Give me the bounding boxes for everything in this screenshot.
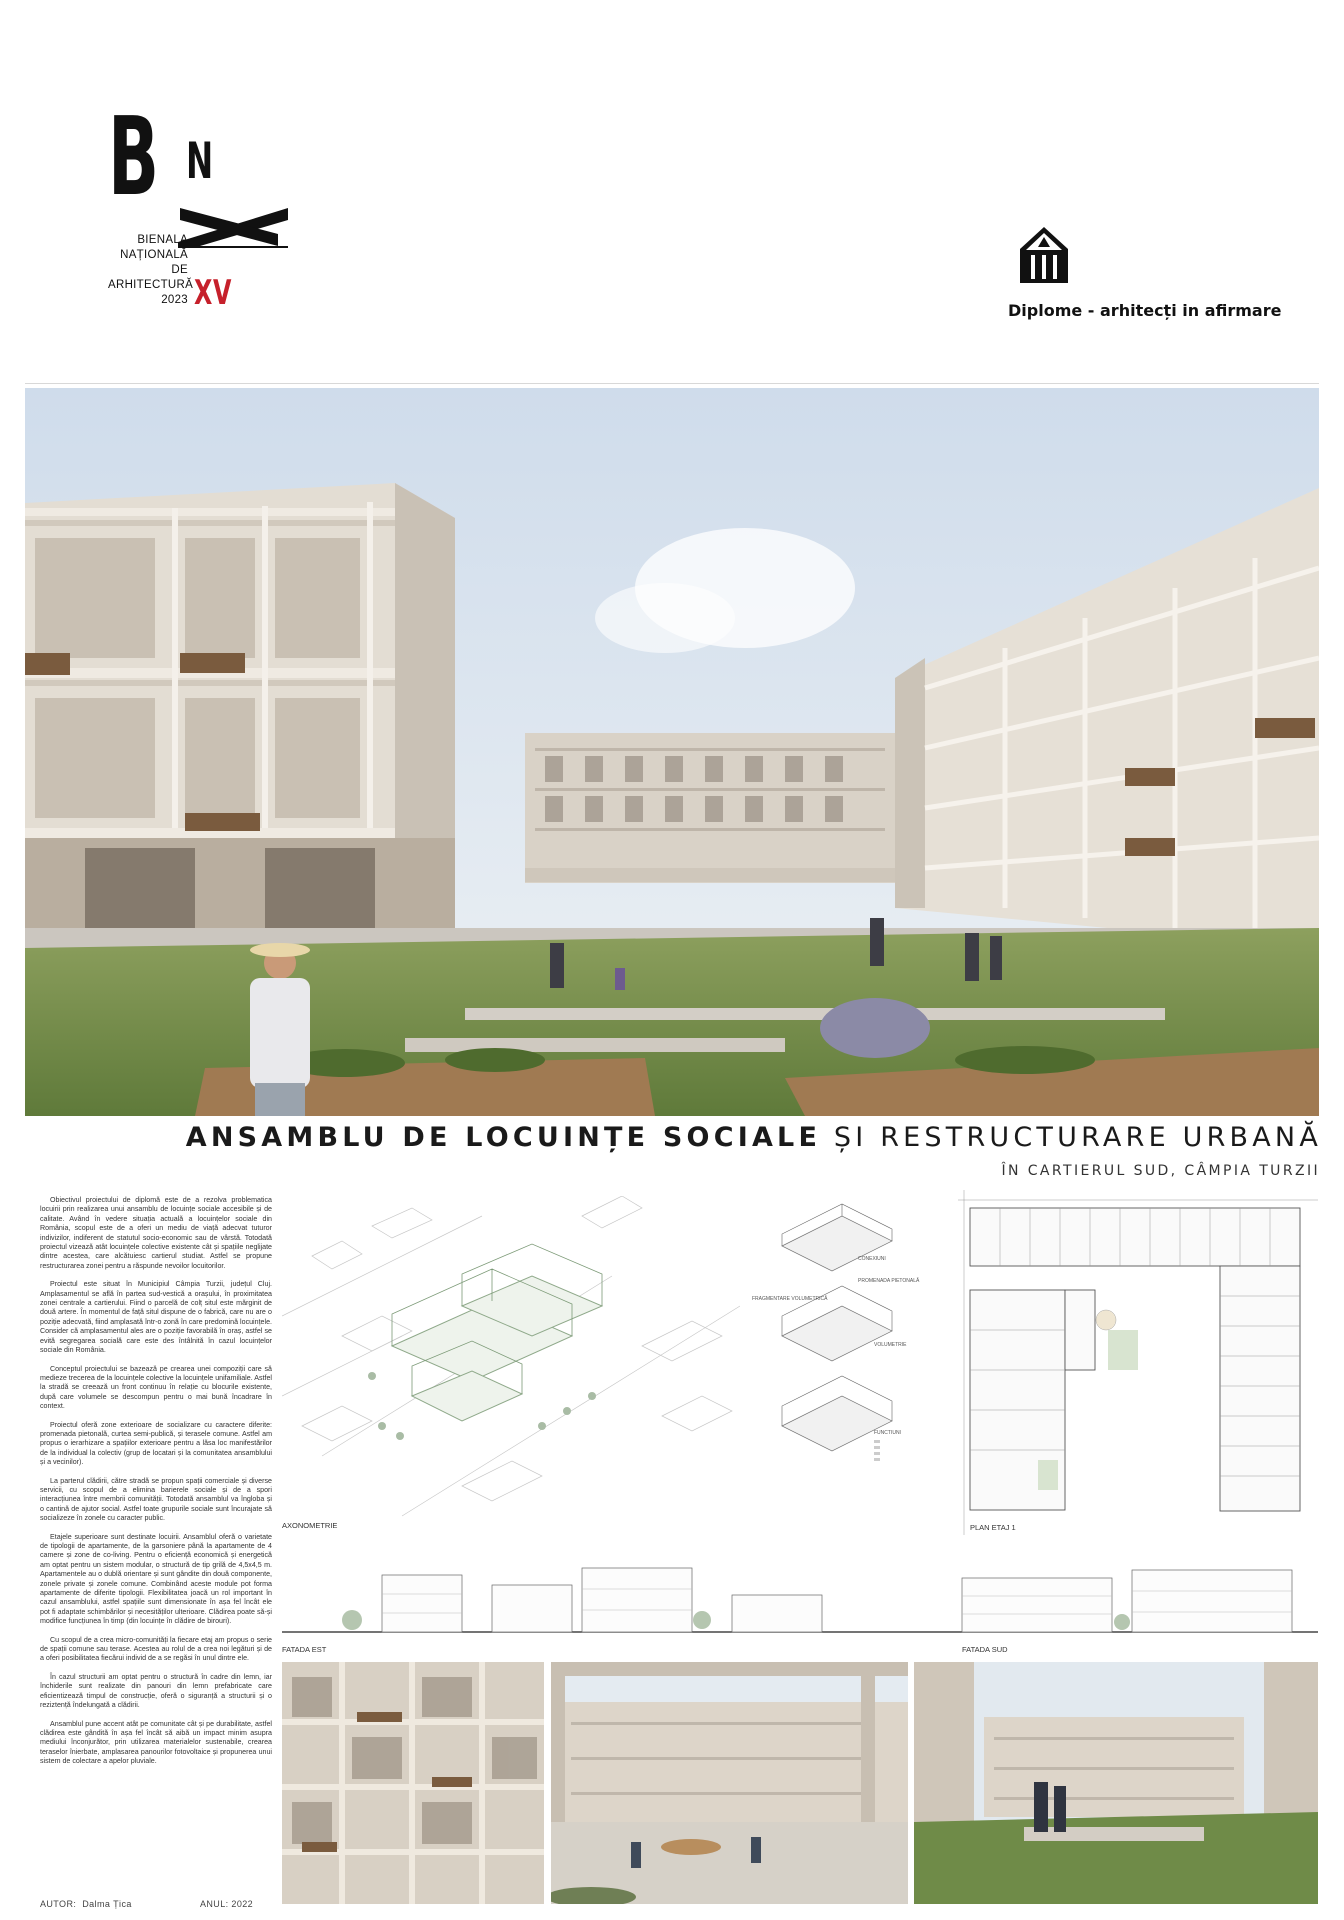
description-paragraph: Conceptul proiectului se bazează pe crearea unei compoziții care să medieze trecerea de la locuințele colective la locuințele unifamiliale. Astfel la stradă se creează un front continuu în relație cu blocurile existente, după care volumele se descompun pentru o mai bună încadrare în context. — [40, 1364, 272, 1411]
elevations-drawing — [282, 1540, 1318, 1658]
terrace-render — [914, 1662, 1318, 1904]
caption-plan: PLAN ETAJ 1 — [970, 1523, 1016, 1532]
description-paragraph: Proiectul este situat în Municipiul Câmpia Turzii, județul Cluj. Amplasamentul se află în partea sud-vestică a orașului, în proximitatea zonei centrale a cartierului. Fiind o parcelă de colț situl este mărginit de două artere. În momentul de față situl dispune de o fabrică, care nu are o poziție adecvată, fiind amplasată într-o zonă în care predomină locuințele. Consider că amplasamentul ales are o poziție favorabilă în oraș, astfel se evită segregarea socială care este des întâlnită în cazul locuințelor sociale din România. — [40, 1280, 272, 1355]
project-title — [22, 1122, 1322, 1153]
description-paragraph: Obiectivul proiectului de diplomă este de a rezolva problematica locuirii prin realizarea unui ansamblu de locuințe sociale accesibile și de calitate. Având în vedere situația actuală a locuințelor sociale din România, scopul este de a oferi un mediu de viață adecvat tuturor indivizilor, indiferent de statutul socio-economic sau de vârstă. Totodată proiectul vizează atât locuințele colective existente cât și spațiile neglijate dintre acestea, care alcătuiesc cartierul studiat. Astfel se propune restructurarea zonei pentru a răspunde nevoilor locuitorilor. — [40, 1196, 272, 1270]
floor-plan-drawing — [958, 1190, 1318, 1535]
logo-letter-a — [178, 168, 288, 248]
label-fragment: FRAGMENTARE VOLUMETRICĂ — [752, 1296, 828, 1302]
axonometry-drawing — [282, 1196, 740, 1531]
logo-line: ARHITECTURĂ — [108, 279, 194, 291]
caption-facade-south: FATADA SUD — [962, 1645, 1008, 1654]
author-credit — [40, 1899, 132, 1909]
header-divider — [25, 383, 1319, 384]
project-subtitle — [1002, 1163, 1321, 1179]
logo-line: DE — [171, 264, 188, 276]
logo-line: NAȚIONALĂ — [120, 249, 188, 261]
year-credit — [200, 1899, 253, 1909]
bna-logo — [108, 95, 298, 348]
description-paragraph: Proiectul oferă zone exterioare de socializare cu caractere diferite: promenada pietonală, curtea semi-publică, și terasele comune. Astfel am propus o ierarhizare a spațiilor exterioare pentru a lăsa loc manifestărilor de la individual la colectiv (grup de locatari și la comunitatea ansamblului și a vecinilor). — [40, 1420, 272, 1467]
title-secondary: ȘI RESTRUCTURARE URBANĂ — [833, 1122, 1322, 1153]
label-volumes: VOLUMETRIE — [874, 1342, 907, 1348]
author-label: AUTOR: — [40, 1899, 77, 1909]
subtitle-city: CÂMPIA TURZII — [1184, 1163, 1320, 1179]
label-connections: CONEXIUNI — [858, 1256, 886, 1262]
caption-facade-east: FATADA EST — [282, 1645, 327, 1654]
title-main: ANSAMBLU DE LOCUINȚE SOCIALE — [185, 1122, 822, 1153]
project-description — [40, 1196, 272, 1896]
poster-header — [0, 0, 1344, 380]
axonometry-image — [282, 1196, 740, 1531]
logo-text — [108, 233, 194, 308]
floor-plan-image — [958, 1190, 1318, 1535]
author-name: Dalma Țica — [82, 1899, 132, 1909]
subtitle-neighborhood: ÎN CARTIERUL SUD, — [1001, 1163, 1178, 1179]
description-paragraph: În cazul structurii am optat pentru o structură în cadre din lemn, iar închiderile sunt realizate din panouri din lemn prefabricate care eficientizează timpul de construcție, oferă o siguranță a structurii și o reziztență îndelungată a clădirii. — [40, 1672, 272, 1710]
logo-edition: XV — [194, 273, 233, 313]
description-paragraph: La parterul clădirii, către stradă se propun spații comerciale și diverse servicii, cu scopul de a elimina barierele sociale și de a spori interacțiunea între membrii comunității. Totodată ansamblul va îngloba și o cantină de ajutor social. Astfel toate grupurile sociale sunt încurajate să socializeze în zonele cu caracter public. — [40, 1476, 272, 1523]
logo-line: BIENALA — [137, 234, 188, 246]
label-pedestrian: PROMENADA PIETONALĂ — [858, 1278, 920, 1284]
concept-diagrams — [752, 1196, 957, 1486]
description-paragraph: Etajele superioare sunt destinate locuirii. Ansamblul oferă o varietate de tipologii de apartamente, de la garsoniere până la apartamente de 4 camere și zone de co-living. Pentru o eficiență economică și energetică am optat pentru un sistem modular, o structură de tip grilă de 4,5x4,5 m. Apartamentele au o dublă orientare și sunt gândite din două componente, zonele private și zonele comune. Combinând aceste module pot forma apartamente de diferite tipologii. Flexibilitatea joacă un rol important în cazul ansamblului, astfel spațiile sunt dimensionate în așa fel încât ele pot fi adaptate schimbărilor și necesităților ulterioare. Clădirea poate să-și modifice funcțiunea în timp (din locuințe în clădire de birouri). — [40, 1532, 272, 1626]
courtyard-render-image — [25, 388, 1319, 1116]
category-label: Diplome - arhitecți in afirmare — [1008, 301, 1282, 320]
hero-render — [25, 388, 1319, 1116]
pencil-house-icon — [1018, 225, 1070, 285]
terrace-image — [914, 1662, 1318, 1904]
label-functions: FUNCTIUNI — [874, 1430, 901, 1436]
logo-line: 2023 — [161, 294, 188, 306]
logo-letter-n: N — [186, 132, 214, 190]
year-label: ANUL: — [200, 1899, 229, 1909]
year-value: 2022 — [231, 1899, 254, 1909]
description-paragraph: Cu scopul de a crea micro-comunități la fiecare etaj am propus o serie de spații comune sau terase. Acestea au rolul de a crea noi legături și de a oferi posibilitatea fiecărui individ de a se regăsi în unul dintre ele. — [40, 1635, 272, 1663]
elevations-image — [282, 1540, 1318, 1658]
concept-diagram-image — [752, 1196, 957, 1486]
description-paragraph: Ansamblul pune accent atât pe comunitate cât și pe durabilitate, astfel clădirea este gândită în așa fel încât să aibă un impact minim asupra mediului înconjurător, prin utilizarea materialelor sustenabile, crearea teraselor înierbate, amplasarea panourilor fotovoltaice și propunerea unui sistem de colectare a apelor pluviale. — [40, 1719, 272, 1766]
caption-axonometry: AXONOMETRIE — [282, 1521, 338, 1530]
courtyard-play-render — [551, 1662, 908, 1904]
courtyard-play-image — [551, 1662, 908, 1904]
facade-detail-render — [282, 1662, 544, 1904]
facade-detail-image — [282, 1662, 544, 1904]
logo-letter-b: B — [108, 95, 160, 220]
